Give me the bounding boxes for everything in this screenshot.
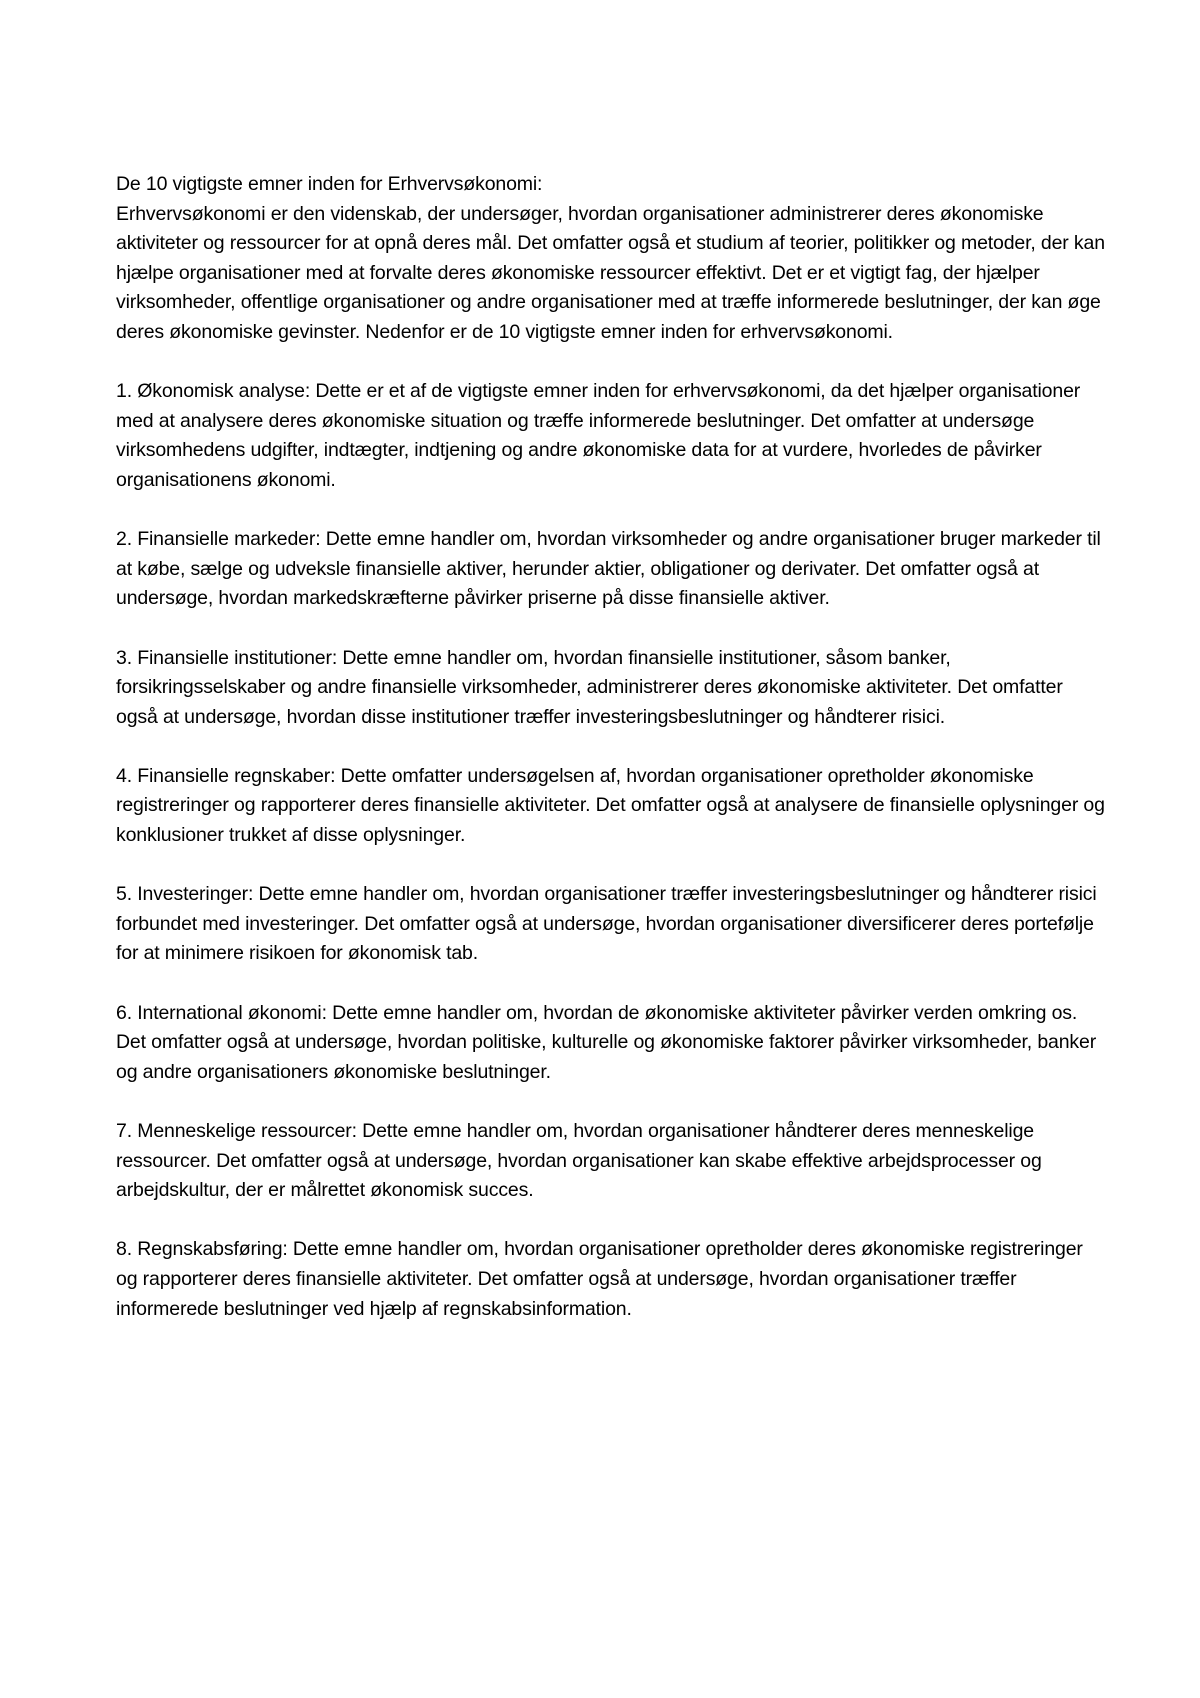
list-item [116,1117,1106,1206]
list-item-text: 2. Finansielle markeder: Dette emne handler om, hvordan virksomheder og andre organisationer bruger markeder til at købe, sælge og udveksle finansielle aktiver, herunder aktier, obligationer og derivater. Det omfatter også at undersøge, hvordan markedskræfterne påvirker priserne på disse finansielle aktiver. [116,528,1101,610]
list-item-text: 8. Regnskabsføring: Dette emne handler om, hvordan organisationer opretholder deres økonomiske registreringer og rapporterer deres finansielle aktiviteter. Det omfatter også at undersøge, hvordan organisationer træffer informerede beslutninger ved hjælp af regnskabsinformation. [116,1238,1083,1320]
document-body [116,170,1106,1324]
list-item [116,762,1106,851]
list-item-text: 1. Økonomisk analyse: Dette er et af de vigtigste emner inden for erhvervsøkonomi, da det hjælper organisationer med at analysere deres økonomiske situation og træffe informerede beslutninger. Det omfatter at undersøge virksomhedens udgifter, indtægter, indtjening og andre økonomiske data for at vurdere, hvorledes de påvirker organisationens økonomi. [116,380,1081,491]
list-item [116,644,1106,733]
list-item-text: 4. Finansielle regnskaber: Dette omfatter undersøgelsen af, hvordan organisationer opretholder økonomiske registreringer og rapporterer deres finansielle aktiviteter. Det omfatter også at analysere de finansielle oplysninger og konklusioner trukket af disse oplysninger. [116,764,1105,847]
list-item [116,999,1106,1088]
intro-paragraph: Erhvervsøkonomi er den videnskab, der undersøger, hvordan organisationer administrerer deres økonomiske aktiviteter og ressourcer for at opnå deres mål. Det omfatter også et studium af teorier, politikker og metoder, der kan hjælpe organisationer med at forvalte deres økonomiske ressourcer effektivt. Det er et vigtigt fag, der hjælper virksomheder, offentlige organisationer og andre organisationer med at træffe informerede beslutninger, der kan øge deres økonomiske gevinster. Nedenfor er de 10 vigtigste emner inden for erhvervsøkonomi. [116,202,1105,343]
list-item [116,880,1106,969]
document-title: De 10 vigtigste emner inden for Erhvervsøkonomi: [116,173,543,195]
list-item [116,1235,1106,1324]
list-item-text: 3. Finansielle institutioner: Dette emne handler om, hvordan finansielle institutioner, såsom banker, forsikringsselskaber og andre finansielle virksomheder, administrerer deres økonomiske aktiviteter. Det omfatter også at undersøge, hvordan disse institutioner træffer investeringsbeslutninger og håndterer risici. [116,646,1063,728]
list-item-text: 7. Menneskelige ressourcer: Dette emne handler om, hvordan organisationer håndterer deres menneskelige ressourcer. Det omfatter også at undersøge, hvordan organisationer kan skabe effektive arbejdsprocesser og arbejdskultur, der er målrettet økonomisk succes. [116,1120,1042,1202]
list-item [116,377,1106,495]
list-item-text: 5. Investeringer: Dette emne handler om, hvordan organisationer træffer investeringsbeslutninger og håndterer risici forbundet med investeringer. Det omfatter også at undersøge, hvordan organisationer diversificerer deres portefølje for at minimere risikoen for økonomisk tab. [116,883,1097,965]
list-item [116,525,1106,614]
intro-block [116,170,1106,348]
list-item-text: 6. International økonomi: Dette emne handler om, hvordan de økonomiske aktiviteter påvirker verden omkring os. Det omfatter også at undersøge, hvordan politiske, kulturelle og økonomiske faktorer påvirker virksomheder, banker og andre organisationers økonomiske beslutninger. [116,1001,1097,1083]
